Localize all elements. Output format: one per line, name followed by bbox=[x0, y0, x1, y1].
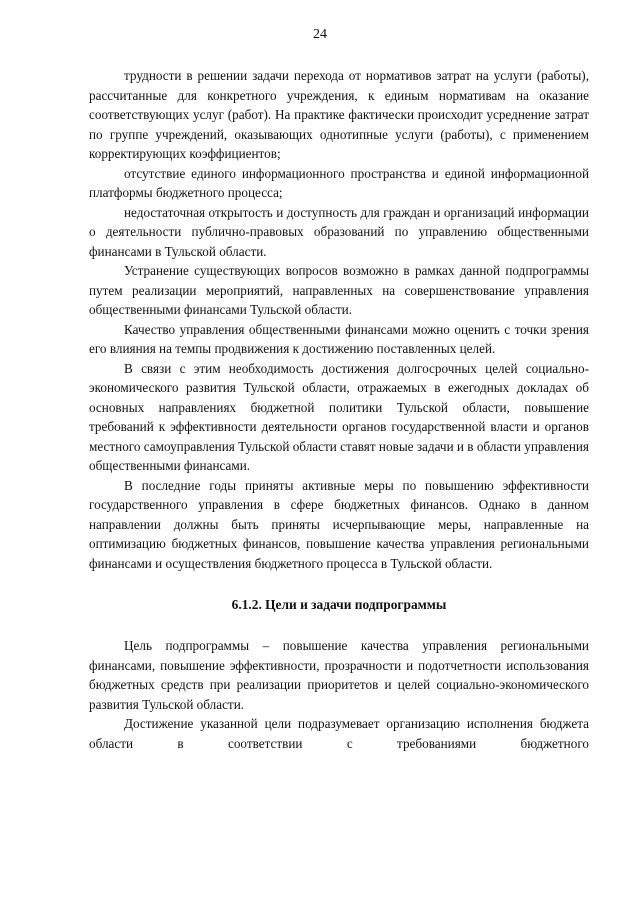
paragraph: Цель подпрограммы – повышение качества управления региональными финансами, повышение эффективности, прозрачности и подотчетности использования бюджетных средств при реализации приоритетов и целей социально-экономического развития Тульской области. bbox=[89, 638, 589, 712]
paragraph: В последние годы приняты активные меры по повышению эффективности государственного управления в сфере бюджетных финансов. Однако в данном направлении должны быть приняты исчерпывающие меры, направленные на оптимизацию бюджетных финансов, повышение качества управления региональными финансами и осуществления бюджетного процесса в Тульской области. bbox=[89, 477, 589, 571]
paragraph: В связи с этим необходимость достижения долгосрочных целей социально-экономического развития Тульской области, отражаемых в ежегодных докладах об основных направлениях бюджетной политики Тульской области, повышение требований к эффективности деятельности органов государственной власти и органов местного самоуправления Тульской области ставят новые задачи и в области управления общественными финансами. bbox=[89, 360, 589, 473]
paragraph: Устранение существующих вопросов возможно в рамках данной подпрограммы путем реализации мероприятий, направленных на совершенствование управления общественными финансами Тульской области. bbox=[89, 263, 589, 317]
paragraph: Качество управления общественными финансами можно оценить с точки зрения его влияния на темпы продвижения к достижению поставленных целей. bbox=[89, 321, 589, 356]
paragraph: трудности в решении задачи перехода от нормативов затрат на услуги (работы), рассчитанные для конкретного учреждения, к единым нормативам на оказание соответствующих услуг (работ). На практике фактически происходит усреднение затрат по группе учреждений, оказывающих однотипные услуги (работы), с применением корректирующих коэффициентов; bbox=[89, 68, 589, 161]
paragraph: Достижение указанной цели подразумевает организацию исполнения бюджета области в соответствии с требованиями бюджетного bbox=[89, 716, 589, 751]
paragraph: отсутствие единого информационного пространства и единой информационной платформы бюджетного процесса; bbox=[89, 165, 589, 200]
paragraph: недостаточная открытость и доступность для граждан и организаций информации о деятельности публично-правовых образований по управлению общественными финансами в Тульской области. bbox=[89, 204, 589, 259]
document-body bbox=[89, 66, 589, 753]
section-heading: 6.1.2. Цели и задачи подпрограммы bbox=[231, 597, 447, 612]
page-number: 24 bbox=[313, 27, 327, 42]
